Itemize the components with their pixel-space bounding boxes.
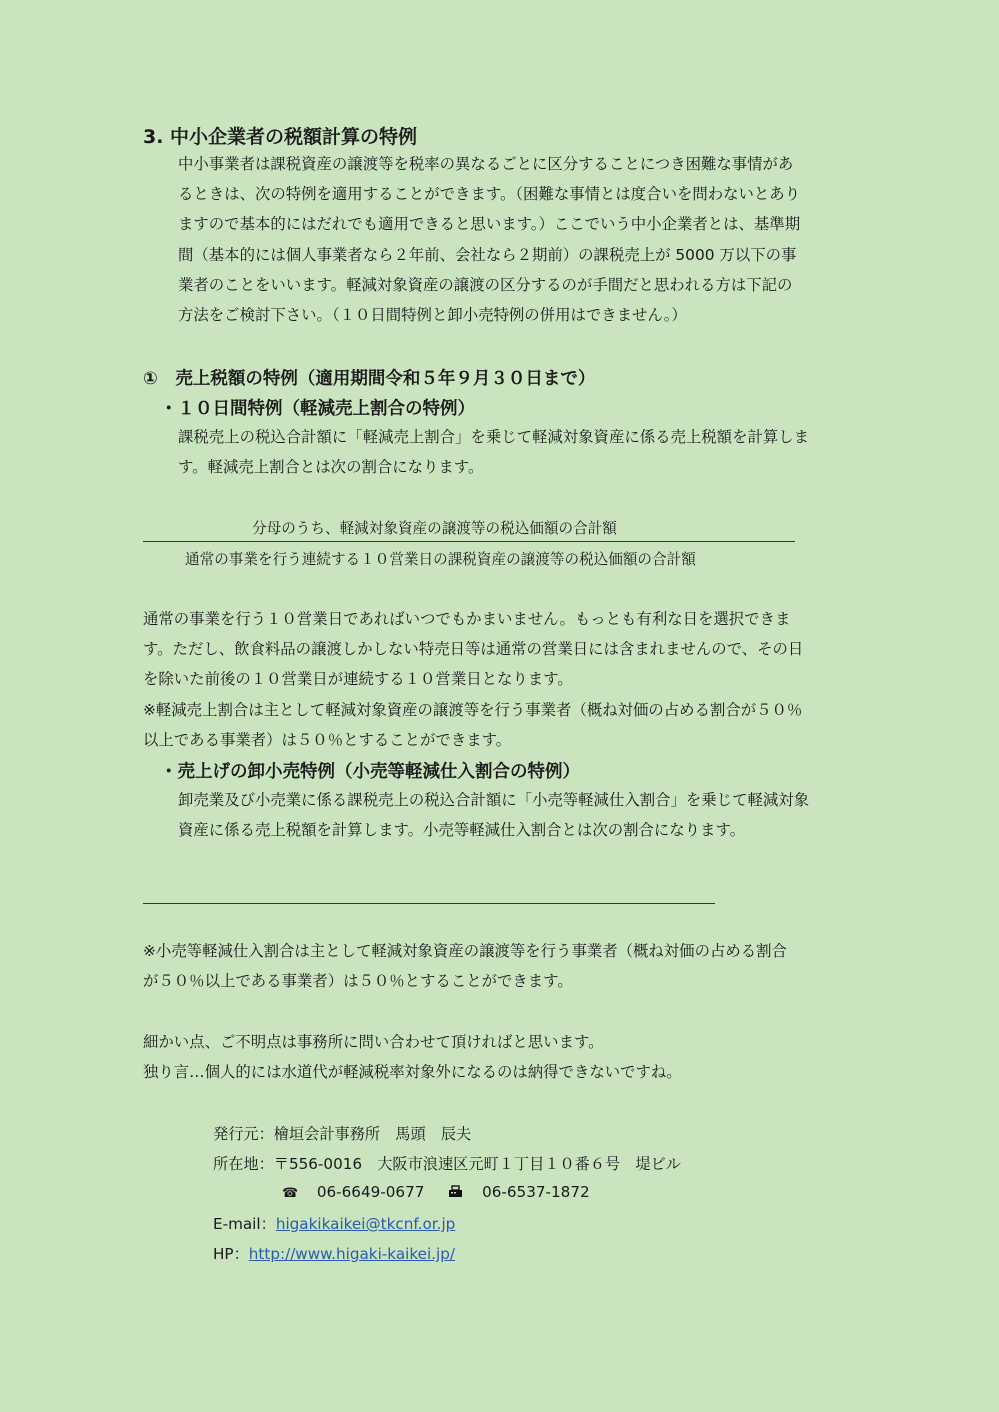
notes-2-body xyxy=(143,936,787,996)
homepage-link[interactable]: http://www.higaki-kaikei.jp/ xyxy=(248,1245,455,1263)
phone-number: 06-6649-0677 xyxy=(316,1183,425,1201)
fraction-numerator: 分母のうち、軽減対象資産の譲渡等の税込価額の合計額 xyxy=(252,520,617,537)
text-line: 業者のことをいいます。軽減対象資産の譲渡の区分するのが手間だと思われる方は下記の xyxy=(178,275,793,294)
text-line: ※小売等軽減仕入割合は主として軽減対象資産の譲渡等を行う事業者（概ね対価の占める割合 xyxy=(143,942,787,960)
footer-homepage xyxy=(213,1243,455,1264)
text-line: 細かい点、ご不明点は事務所に問い合わせて頂ければと思います。 xyxy=(143,1033,604,1051)
section-3-heading: 3. 中小企業者の税額計算の特例 xyxy=(143,126,418,148)
fax-icon xyxy=(447,1185,463,1201)
fraction-denominator: 通常の事業を行う連続する１０営業日の課税資産の譲渡等の税込価額の合計額 xyxy=(185,551,696,568)
fraction-bar xyxy=(143,541,795,542)
text-line: 間（基本的には個人事業者なら２年前、会社なら２期前）の課税売上が 5000 万以下の事 xyxy=(178,245,797,264)
email-link[interactable]: higakikaikei@tkcnf.or.jp xyxy=(275,1215,456,1233)
closing-body xyxy=(143,1027,682,1087)
text-line: 方法をご検討下さい。（１０日間特例と卸小売特例の併用はできません。） xyxy=(178,306,687,325)
bullet-10-day-title: ・１０日間特例（軽減売上割合の特例） xyxy=(160,399,475,419)
sub-1-heading: ① 売上税額の特例（適用期間令和５年９月３０日まで） xyxy=(143,369,596,389)
email-label: E-mail： xyxy=(213,1215,276,1233)
telephone-icon: ☎ xyxy=(282,1186,299,1201)
notes-body xyxy=(143,604,803,755)
text-line: 通常の事業を行う１０営業日であればいつでもかまいません。もっとも有利な日を選択できま xyxy=(143,610,791,628)
text-line: す。軽減売上割合とは次の割合になります。 xyxy=(178,458,484,477)
footer-publisher: 発行元：檜垣会計事務所 馬頭 辰夫 xyxy=(213,1125,472,1143)
text-line: 課税売上の税込合計額に「軽減売上割合」を乗じて軽減対象資産に係る売上税額を計算しま xyxy=(178,428,810,446)
section-3-body xyxy=(178,149,800,330)
text-line: ますので基本的にはだれでも適用できると思います。）ここでいう中小企業者とは、基準期 xyxy=(178,215,801,234)
text-line: るときは、次の特例を適用することができます。（困難な事情とは度合いを問わないとあり xyxy=(178,185,801,204)
text-line: を除いた前後の１０営業日が連続する１０営業日となります。 xyxy=(143,670,573,689)
fax-number: 06-6537-1872 xyxy=(482,1183,590,1201)
text-line: 卸売業及び小売業に係る課税売上の税込合計額に「小売等軽減仕入割合」を乗じて軽減対象 xyxy=(178,791,810,809)
fraction-bar-empty xyxy=(143,903,715,904)
text-line: 資産に係る売上税額を計算します。小売等軽減仕入割合とは次の割合になります。 xyxy=(178,821,745,840)
footer-contact xyxy=(282,1183,590,1201)
text-line: 中小事業者は課税資産の譲渡等を税率の異なるごとに区分することにつき困難な事情があ xyxy=(178,155,794,173)
homepage-label: HP： xyxy=(213,1245,249,1263)
text-line: す。ただし、飲食料品の譲渡しかしない特売日等は通常の営業日には含まれませんので、その日 xyxy=(143,640,804,659)
footer-address: 所在地：〒556-0016 大阪市浪速区元町１丁目１０番６号 堤ビル xyxy=(213,1155,681,1173)
bullet-10-day-body xyxy=(178,422,809,482)
text-line: 独り言…個人的には水道代が軽減税率対象外になるのは納得できないですね。 xyxy=(143,1063,682,1082)
text-line: ※軽減売上割合は主として軽減対象資産の譲渡等を行う事業者（概ね対価の占める割合が５０％ xyxy=(143,700,803,719)
footer-email xyxy=(213,1213,455,1234)
bullet-wholesale-title: ・売上げの卸小売特例（小売等軽減仕入割合の特例） xyxy=(160,762,580,782)
text-line: 以上である事業者）は５０％とすることができます。 xyxy=(143,730,512,749)
bullet-wholesale-body xyxy=(178,785,809,845)
text-line: が５０％以上である事業者）は５０％とすることができます。 xyxy=(143,972,573,991)
